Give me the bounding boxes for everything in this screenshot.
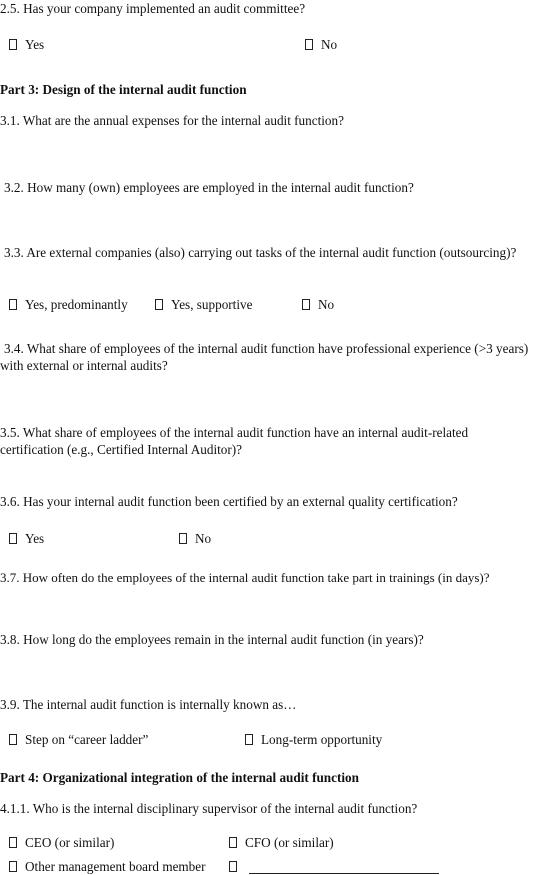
checkbox-icon[interactable] xyxy=(229,837,237,848)
option-label: Yes xyxy=(25,531,45,546)
question-3-7: 3.7. How often do the employees of the internal audit function take part in trainings (in days)? xyxy=(0,570,490,585)
option-4-1-1-cfo[interactable] xyxy=(229,834,334,851)
question-3-3: 3.3. Are external companies (also) carrying out tasks of the internal audit function (outsourcing)? xyxy=(4,245,517,260)
question-3-1: 3.1. What are the annual expenses for the internal audit function? xyxy=(0,113,344,128)
question-3-9: 3.9. The internal audit function is internally known as… xyxy=(0,697,297,712)
checkbox-icon[interactable] xyxy=(302,299,310,310)
option-3-6-no[interactable] xyxy=(179,530,211,547)
checkbox-icon[interactable] xyxy=(245,734,253,745)
option-3-9-career-ladder[interactable] xyxy=(9,731,148,748)
question-3-6: 3.6. Has your internal audit function been certified by an external quality certification? xyxy=(0,494,458,509)
option-4-1-1-other-field[interactable] xyxy=(229,858,439,875)
option-label: No xyxy=(318,297,335,312)
option-label: Step on “career ladder” xyxy=(25,732,149,747)
checkbox-icon[interactable] xyxy=(229,861,237,872)
option-label: No xyxy=(195,531,212,546)
option-label: Long-term opportunity xyxy=(261,732,383,747)
option-label: Yes, supportive xyxy=(171,297,253,312)
option-label: Yes xyxy=(25,37,45,52)
option-2-5-no[interactable] xyxy=(305,36,337,53)
option-4-1-1-other-board[interactable] xyxy=(9,858,206,875)
option-label: CFO (or similar) xyxy=(245,835,334,850)
blank-line-field[interactable] xyxy=(249,861,439,874)
question-4-1-1: 4.1.1. Who is the internal disciplinary supervisor of the internal audit function? xyxy=(0,801,418,816)
question-2-5: 2.5. Has your company implemented an audit committee? xyxy=(0,1,306,16)
option-label: Other management board member xyxy=(25,859,206,874)
question-3-8: 3.8. How long do the employees remain in the internal audit function (in years)? xyxy=(0,632,424,647)
option-label: Yes, predominantly xyxy=(25,297,128,312)
option-3-3-supportive[interactable] xyxy=(155,296,252,313)
question-3-5: 3.5. What share of employees of the internal audit function have an internal audit-related certification (e.g., Certified Internal Auditor)? xyxy=(0,425,469,457)
question-3-4: 3.4. What share of employees of the internal audit function have professional experience (>3 years) with external or internal audits? xyxy=(0,341,529,373)
checkbox-icon[interactable] xyxy=(9,837,17,848)
checkbox-icon[interactable] xyxy=(9,533,17,544)
option-2-5-yes[interactable] xyxy=(9,36,44,53)
question-3-2: 3.2. How many (own) employees are employed in the internal audit function? xyxy=(4,180,414,195)
checkbox-icon[interactable] xyxy=(9,861,17,872)
option-3-9-long-term[interactable] xyxy=(245,731,382,748)
option-3-3-no[interactable] xyxy=(302,296,334,313)
part-4-heading: Part 4: Organizational integration of the internal audit function xyxy=(0,770,359,785)
checkbox-icon[interactable] xyxy=(9,39,17,50)
checkbox-icon[interactable] xyxy=(305,39,313,50)
checkbox-icon[interactable] xyxy=(9,734,17,745)
option-3-3-predominantly[interactable] xyxy=(9,296,128,313)
option-3-6-yes[interactable] xyxy=(9,530,44,547)
option-4-1-1-ceo[interactable] xyxy=(9,834,114,851)
checkbox-icon[interactable] xyxy=(179,533,187,544)
part-3-heading: Part 3: Design of the internal audit function xyxy=(0,82,247,97)
option-label: No xyxy=(321,37,338,52)
option-label: CEO (or similar) xyxy=(25,835,115,850)
checkbox-icon[interactable] xyxy=(155,299,163,310)
checkbox-icon[interactable] xyxy=(9,299,17,310)
